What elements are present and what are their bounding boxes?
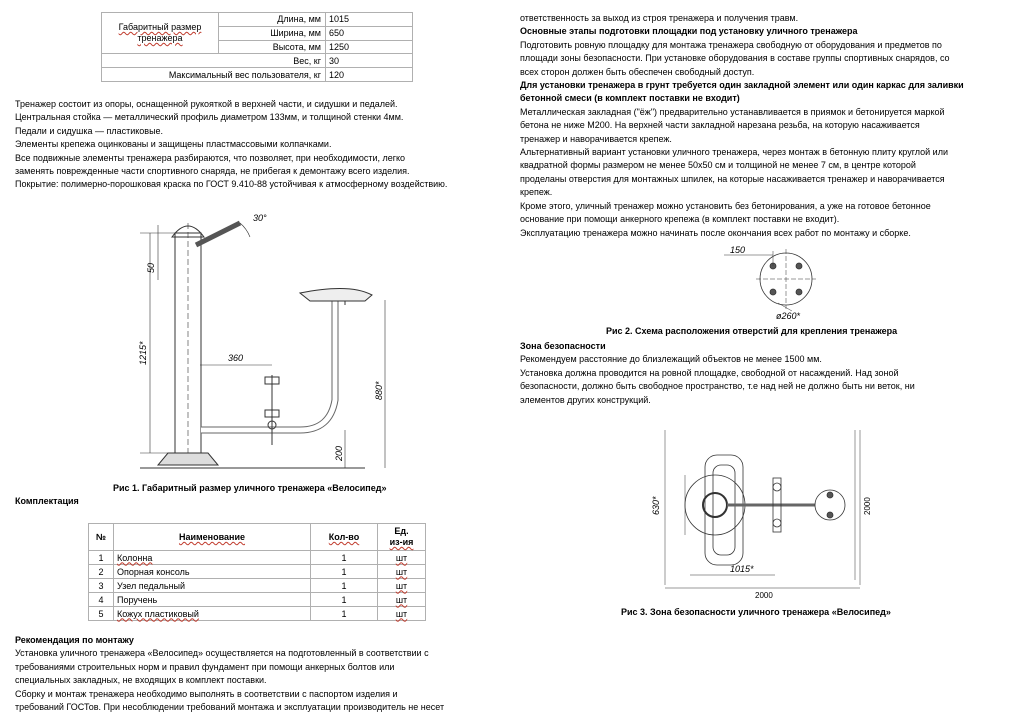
figure2-caption: Рис 2. Схема расположения отверстий для крепления тренажера [606,326,898,336]
zone-line: безопасности, должно быть свободное пространство, т.е над ней не должно быть ни веток, ни [520,381,915,392]
mounting-line: Сборку и монтаж тренажера необходимо выполнять в соответствии с паспортом изделия и [15,688,398,699]
fig2-dim-dia: ø260* [776,311,801,321]
zone-line: Установка должна проводится на ровной площадке, свободной от насаждений. Над зоной [520,367,899,378]
fig1-dim-base: 200 [334,445,344,461]
fig1-dim-seat: 880* [374,381,384,400]
ground-line: Металлическая закладная ("ёж") предварительно устанавливается в приямок и бетонируется маркой [520,106,945,117]
figure1-drawing [110,205,410,475]
ground-line: Эксплуатацию тренажера можно начинать после окончания всех работ по монтажу и сборке. [520,227,911,238]
description-line: заменять поврежденные части спортивного снаряда, не прибегая к демонтажу всего изделия. [15,166,410,177]
fig1-dim-angle: 30° [253,213,267,223]
ground-line: основание при помощи анкерного крепежа (в комплект поставки не входит). [520,214,840,225]
mounting-line: специальных закладных, не входящих в комплект поставки. [15,675,267,686]
fig1-dim-top: 50 [146,262,156,273]
spec-label: Ширина, мм [219,26,326,40]
fig1-dim-reach: 360 [228,353,244,363]
zone-title: Зона безопасности [520,341,606,351]
intro-line: ответственность за выход из строя тренажера и получения травм. [520,13,799,23]
figure3-caption: Рис 3. Зона безопасности уличного тренажера «Велосипед» [621,607,891,617]
description-line: Педали и сидушка — пластиковые. [15,125,164,136]
mounting-line: Установка уличного тренажера «Велосипед» осуществляется на подготовленный в соответствии с [15,648,429,659]
spec-value: 30 [326,54,413,68]
spec-label: Высота, мм [219,40,326,54]
mounting-line: требований ГОСТов. При несоблюдении требований монтажа и эксплуатации производитель не несет [15,702,445,713]
kit-title: Комплектация [15,496,79,506]
table-row: 2 Опорная консоль 1 шт [89,565,426,579]
fig1-dim-height: 1215* [138,341,148,365]
ground-line: Альтернативный вариант установки уличного тренажера, через монтаж в бетонную плиту круглой или [520,147,948,158]
fig3-dim-width: 2000 [755,591,773,600]
spec-value: 1250 [326,40,413,54]
figure3-drawing [651,420,880,600]
ground-line: Кроме этого, уличный тренажер можно установить без бетонирования, а уже на готовое бетонное [520,200,931,211]
description-line: Покрытие: полимерно-порошковая краска по ГОСТ 9.410-88 устойчивая к атмосферному воздействию. [15,179,448,190]
ground-title: Для установки тренажера в грунт требуется один закладной элемент или один каркас для заливки [520,80,964,91]
kit-table [88,523,426,621]
right-column-text [520,12,1020,240]
kit-header-qty: Кол-во [311,524,378,551]
description-line: Элементы крепежа оцинкованы и защищены пластмассовыми колпачками. [15,139,332,150]
fig2-dim-side: 150 [730,245,746,255]
table-row: 1 Колонна 1 шт [89,551,426,565]
table-row: 5 Кожух пластиковый 1 шт [89,607,426,621]
fig3-dim-inner: 1015* [730,564,754,574]
prep-line: всех сторон должен быть обеспечен свободный доступ. [520,66,755,77]
spec-table [101,12,413,82]
prep-line: Подготовить ровную площадку для монтажа тренажера свободную от оборудования и предметов по [520,39,942,50]
zone-line: элементов других конструкций. [520,394,651,405]
spec-value: 650 [326,26,413,40]
description [15,98,515,192]
table-row: 4 Поручень 1 шт [89,593,426,607]
spec-group-label: Габаритный размер тренажера [102,13,219,54]
kit-header-unit: Ед. из-ия [378,524,426,551]
mounting-line: требованиями строительных норм и правил фундамент при помощи анкерных болтов или [15,661,395,672]
spec-value: 1015 [326,13,413,27]
mounting-title: Рекомендация по монтажу [15,635,134,645]
kit-header-num: № [89,524,114,551]
description-line: Все подвижные элементы тренажера разбираются, что позволяет, при необходимости, легко [15,152,406,163]
ground-title: бетонной смеси (в комплект поставки не входит) [520,93,740,104]
ground-line: проделаны отверстия для монтажных шпилек, на которые насаживается тренажер и наворачивается [520,173,945,184]
spec-label: Максимальный вес пользователя, кг [102,68,326,82]
fig3-dim-height: 2000 [863,497,872,515]
zone-section [520,340,1020,407]
spec-label: Длина, мм [219,13,326,27]
spec-label: Вес, кг [102,54,326,68]
ground-line: бетона не ниже М200. На верхней части закладной нарезана резьба, на которую насаживается [520,120,920,131]
ground-line: квадратной формы размером не менее 50х50 см и толщиной не менее 7 см, в центре которой [520,160,916,171]
prep-title: Основные этапы подготовки площадки под установку уличного тренажера [520,26,858,37]
kit-header-name: Наименование [114,524,311,551]
mounting-section [15,634,515,714]
spec-value: 120 [326,68,413,82]
description-line: Центральная стойка — металлический профиль диаметром 133мм, и толщиной стенки 4мм. [15,112,404,123]
table-row: 3 Узел педальный 1 шт [89,579,426,593]
description-line: Тренажер состоит из опоры, оснащенной рукояткой в верхней части, и сидушки и педалей. [15,99,398,109]
ground-line: тренажер и наворачивается крепеж. [520,133,672,144]
figure2-drawing [700,243,830,321]
ground-line: крепеж. [520,187,553,198]
fig3-dim-left: 630* [651,496,661,515]
prep-line: площади зоны безопасности. При установке оборудования в составе группы спортивных снарядов, со [520,53,950,64]
zone-line: Рекомендуем расстояние до близлежащий объектов не менее 1500 мм. [520,354,822,365]
figure1-caption: Рис 1. Габаритный размер уличного тренажера «Велосипед» [113,483,387,493]
